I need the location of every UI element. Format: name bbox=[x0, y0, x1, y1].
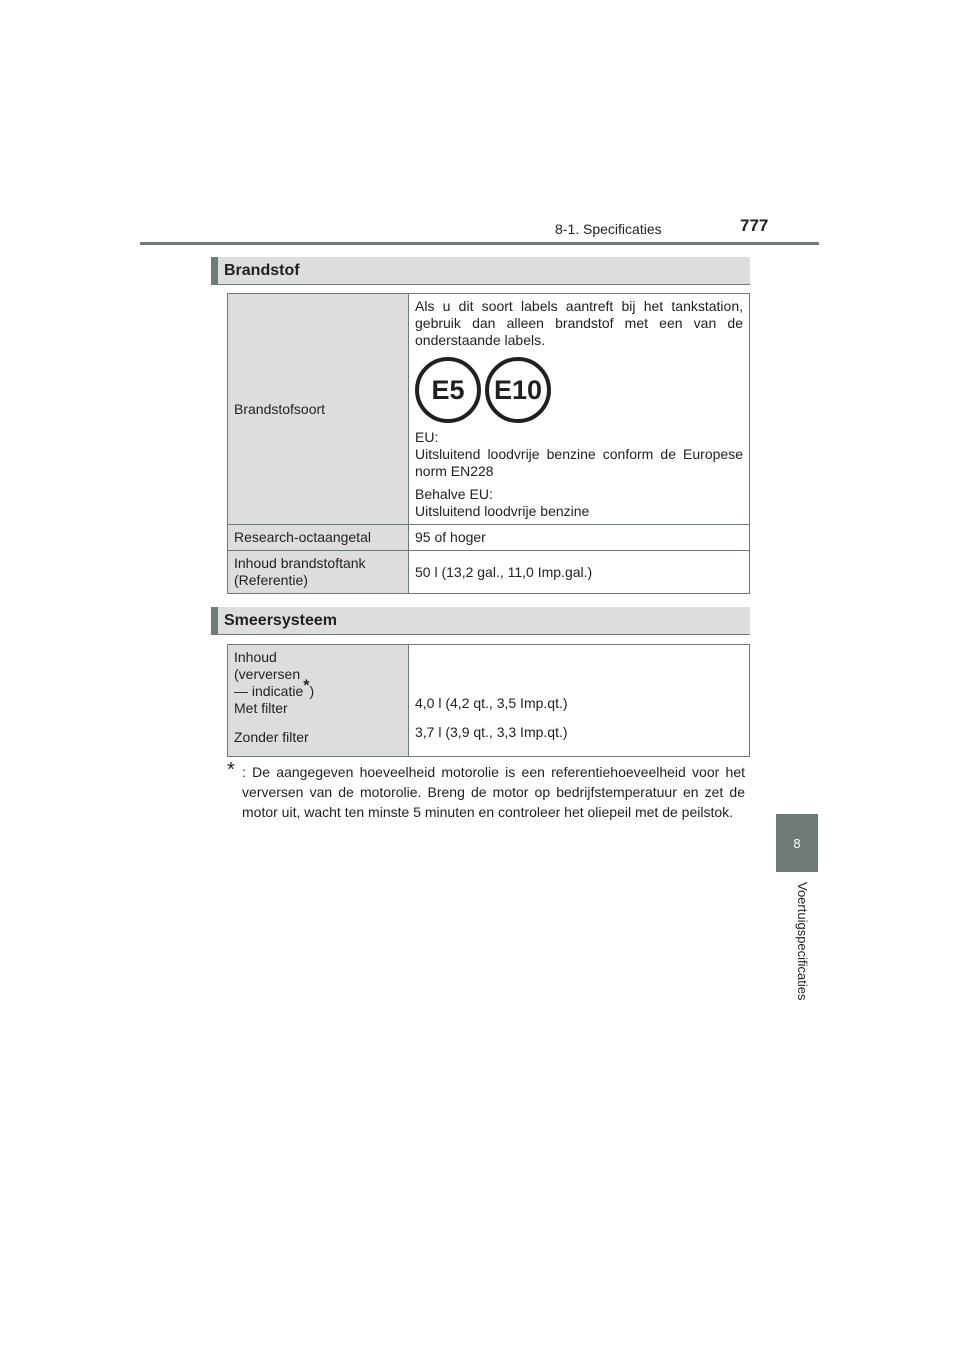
e5-label-icon bbox=[415, 357, 481, 423]
fuel-heading bbox=[211, 257, 750, 285]
header-rule bbox=[140, 242, 819, 245]
eu-text: Uitsluitend loodvrije benzine conform de Europese norm EN228 bbox=[415, 446, 743, 479]
chapter-title: Voertuigspecificaties bbox=[795, 882, 810, 1001]
without-filter-value: 3,7 l (3,9 qt., 3,3 Imp.qt.) bbox=[415, 724, 568, 740]
tank-label-1: Inhoud brandstoftank bbox=[234, 555, 366, 571]
e10-label-icon bbox=[485, 357, 551, 423]
tank-value: 50 l (13,2 gal., 11,0 Imp.gal.) bbox=[415, 563, 593, 580]
eu-title: EU: bbox=[415, 429, 439, 445]
chapter-number: 8 bbox=[793, 835, 801, 851]
fuel-type-label-cell bbox=[228, 294, 409, 525]
footnote bbox=[227, 759, 745, 822]
table-row bbox=[228, 551, 750, 594]
octane-label: Research-octaangetal bbox=[234, 529, 371, 545]
page-number: 777 bbox=[740, 216, 769, 235]
capacity-line1: Inhoud bbox=[234, 649, 277, 665]
with-filter-label: Met filter bbox=[234, 700, 288, 716]
eu-block bbox=[415, 429, 743, 480]
e5-label-text: E5 bbox=[431, 374, 465, 405]
without-filter-label: Zonder filter bbox=[234, 729, 309, 745]
non-eu-block bbox=[415, 486, 743, 520]
lubrication-heading bbox=[211, 607, 750, 635]
table-row bbox=[228, 294, 750, 525]
capacity-line3: — indicatie bbox=[234, 683, 304, 699]
capacity-label-cell bbox=[228, 645, 409, 757]
tank-label-2: (Referentie) bbox=[234, 572, 308, 588]
e10-label-text: E10 bbox=[493, 374, 543, 405]
header-section-title: 8-1. Specificaties bbox=[555, 221, 662, 237]
non-eu-title: Behalve EU: bbox=[415, 486, 493, 502]
tank-label-cell bbox=[228, 551, 409, 594]
lubrication-table bbox=[227, 644, 750, 757]
capacity-star: * bbox=[303, 677, 310, 695]
footnote-text: : De aangegeven hoeveelheid motorolie is een referentiehoeveelheid voor het verversen van de motorolie. Breng de motor op bedrijfstemperatuur en zet de motor uit, wacht ten minste 5 minuten en controleer het oliepeil met de peilstok. bbox=[242, 764, 745, 820]
capacity-value-cell bbox=[409, 645, 750, 757]
tank-value-cell bbox=[409, 551, 750, 594]
table-row bbox=[228, 645, 750, 757]
lubrication-heading-text: Smeersysteem bbox=[224, 612, 337, 629]
octane-value-cell bbox=[409, 525, 750, 551]
chapter-side-label bbox=[797, 882, 817, 1022]
fuel-type-value-cell bbox=[409, 294, 750, 525]
capacity-close: ) bbox=[309, 683, 315, 699]
chapter-tab bbox=[776, 814, 818, 872]
fuel-table bbox=[227, 293, 750, 594]
octane-value: 95 of hoger bbox=[415, 529, 486, 545]
non-eu-text: Uitsluitend loodvrije benzine bbox=[415, 503, 590, 519]
footnote-marker: * bbox=[227, 759, 235, 781]
capacity-line2: (verversen bbox=[234, 666, 301, 682]
fuel-type-label: Brandstofsoort bbox=[234, 400, 326, 417]
fuel-heading-text: Brandstof bbox=[224, 262, 300, 279]
fuel-label-icons bbox=[415, 357, 743, 423]
table-row bbox=[228, 525, 750, 551]
octane-label-cell bbox=[228, 525, 409, 551]
with-filter-value: 4,0 l (4,2 qt., 3,5 Imp.qt.) bbox=[415, 695, 568, 711]
fuel-intro: Als u dit soort labels aantreft bij het tankstation, gebruik dan alleen brandstof met een van de onderstaande labels. bbox=[415, 298, 743, 348]
